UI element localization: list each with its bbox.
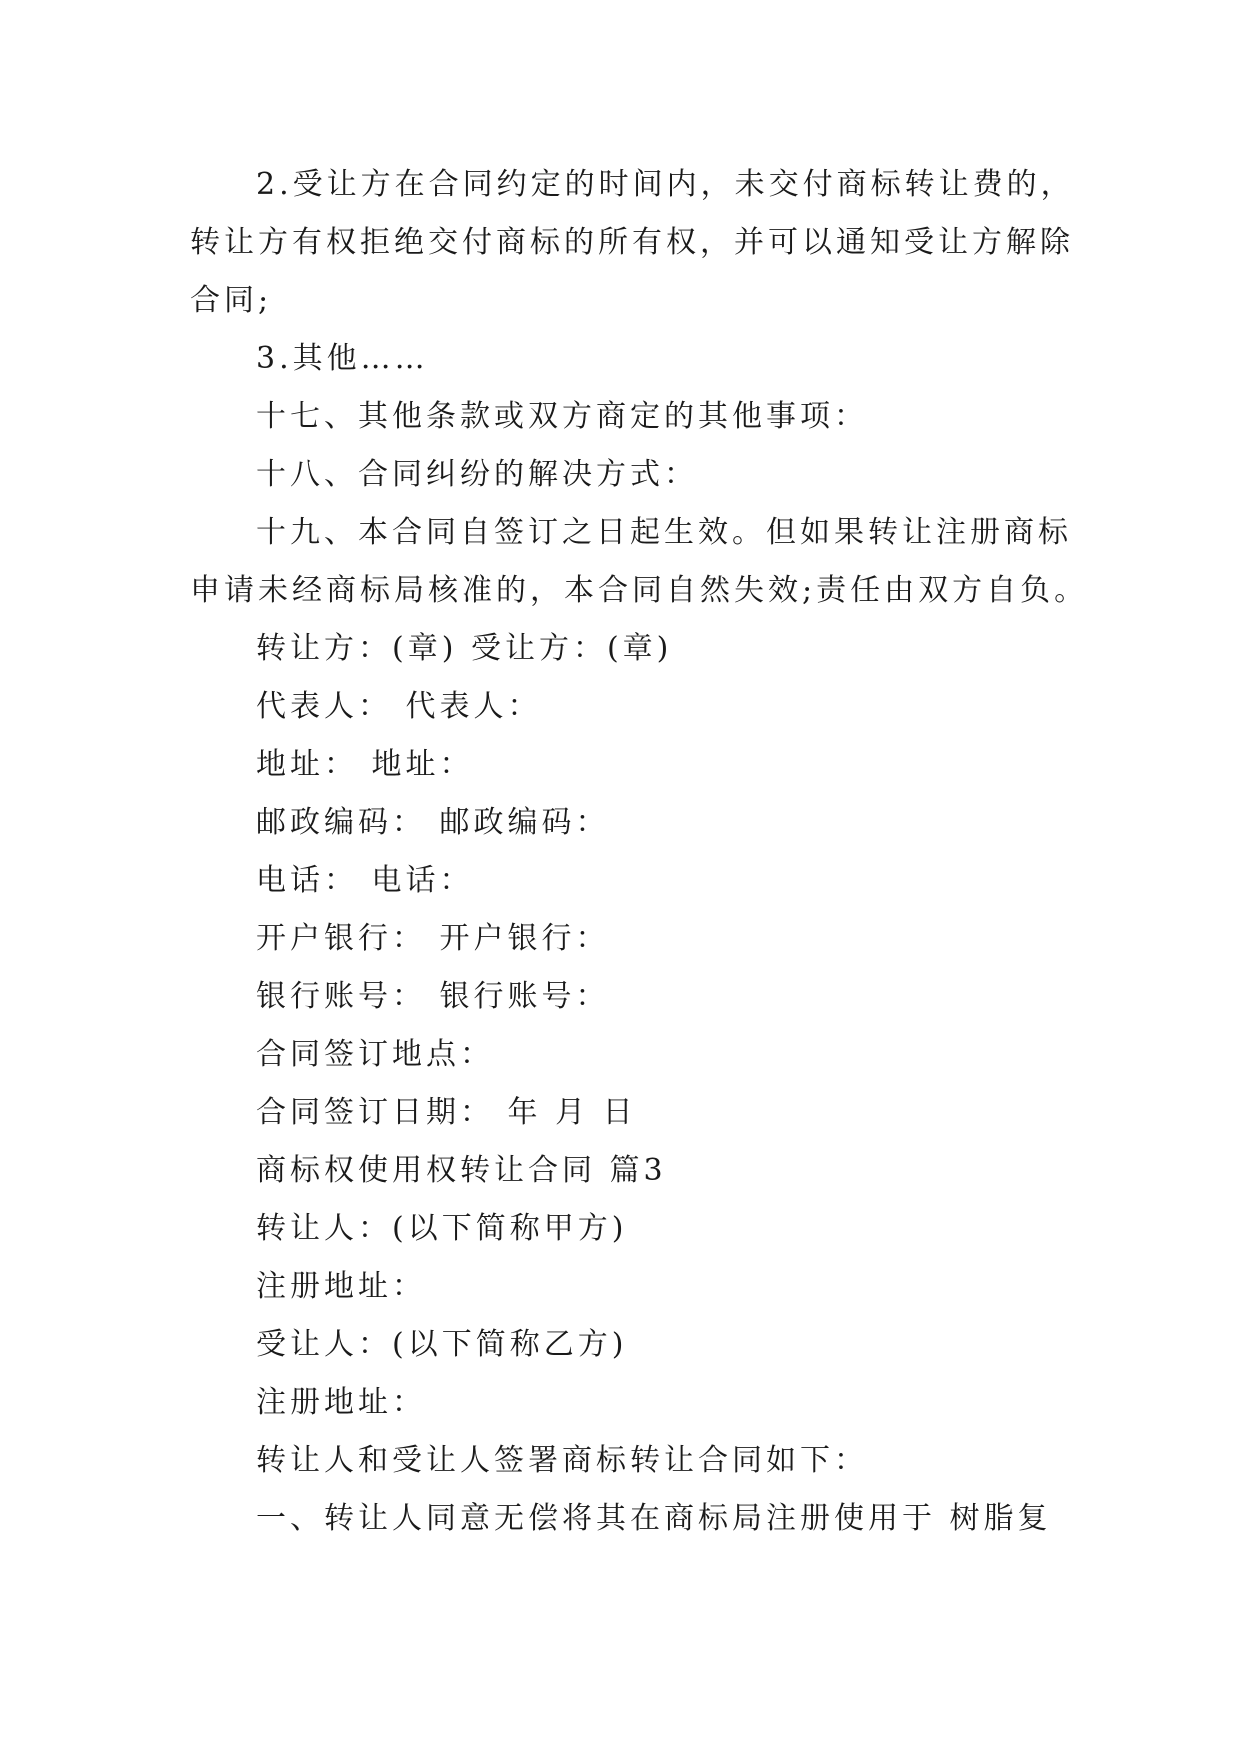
signature-line: 合同签订地点： — [256, 1037, 494, 1072]
paragraph-line: 转让人和受让人签署商标转让合同如下： — [256, 1443, 868, 1478]
party-line: 转让人：(以下简称甲方) — [256, 1211, 628, 1246]
clause-heading: 十八、合同纠纷的解决方式： — [256, 457, 698, 492]
section-title: 商标权使用权转让合同 篇3 — [256, 1153, 667, 1188]
signature-line: 地址： 地址： — [256, 747, 474, 782]
signature-line: 转让方：(章) 受让方：(章) — [256, 631, 673, 666]
signature-line: 开户银行： 开户银行： — [256, 921, 610, 956]
clause-heading: 十九、本合同自签订之日起生效。但如果转让注册商标 — [256, 515, 1072, 550]
party-line: 受让人：(以下简称乙方) — [256, 1327, 628, 1362]
paragraph-line: 合同; — [190, 283, 273, 318]
signature-line: 合同签订日期： 年 月 日 — [256, 1095, 637, 1130]
paragraph-line: 2.受让方在合同约定的时间内，未交付商标转让费的， — [256, 167, 1075, 202]
signature-line: 代表人： 代表人： — [256, 689, 542, 724]
paragraph-line: 转让方有权拒绝交付商标的所有权，并可以通知受让方解除 — [190, 225, 1074, 260]
document-body — [190, 156, 1089, 1548]
signature-line: 邮政编码： 邮政编码： — [256, 805, 610, 840]
paragraph-line: 申请未经商标局核准的，本合同自然失效;责任由双方自负。 — [190, 573, 1089, 608]
paragraph-line: 3.其他…… — [256, 341, 429, 376]
clause-heading: 一、转让人同意无偿将其在商标局注册使用于 树脂复 — [256, 1501, 1052, 1536]
party-line: 注册地址： — [256, 1385, 426, 1420]
signature-line: 电话： 电话： — [256, 863, 474, 898]
signature-line: 银行账号： 银行账号： — [256, 979, 610, 1014]
party-line: 注册地址： — [256, 1269, 426, 1304]
clause-heading: 十七、其他条款或双方商定的其他事项： — [256, 399, 868, 434]
